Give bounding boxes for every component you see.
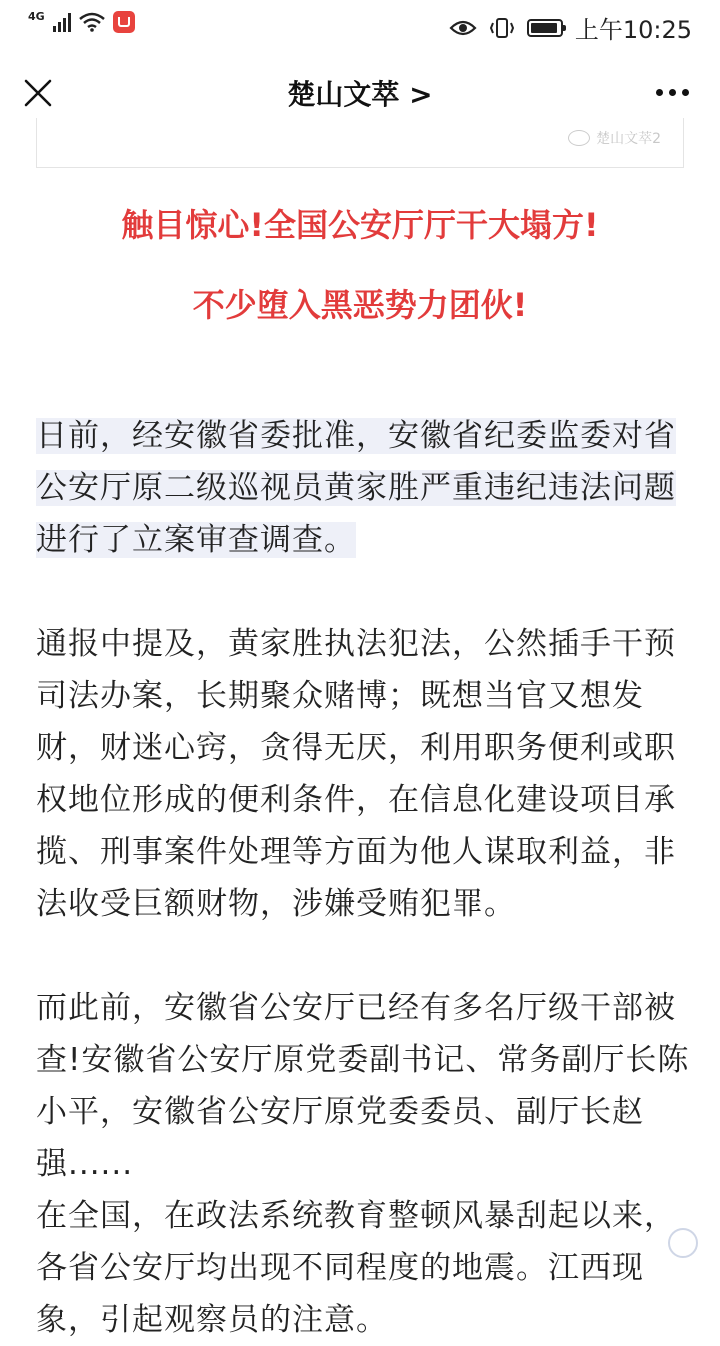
more-options-icon[interactable] [656, 89, 690, 99]
header-image [36, 118, 684, 168]
clock: 上午10:25 [574, 16, 692, 44]
article-headline-line1: 触目惊心!全国公安厅厅干大塌方! [121, 206, 599, 244]
paragraph: 通报中提及，黄家胜执法犯法，公然插手干预司法办案，长期聚众赌博；既想当官又想发财，财迷心窍，贪得无厌，利用职务便利或职权地位形成的便利条件，在信息化建设项目承揽、刑事案件处理等方面为他人谋取利益，非法收受巨额财物，涉嫌受贿犯罪。 [36, 626, 676, 922]
article-headline-line2: 不少堕入黑恶势力团伙! [192, 286, 528, 324]
wifi-icon [79, 12, 105, 32]
status-right [449, 10, 692, 45]
signal-icon [53, 12, 71, 32]
article-body [36, 410, 696, 1346]
image-watermark [568, 128, 661, 148]
vibrate-icon [489, 17, 515, 39]
paragraph: 而此前，安徽省公安厅已经有多名厅级干部被查!安徽省公安厅原党委副书记、常务副厅长陈小平，安徽省公安厅原党委委员、副厅长赵强...... [36, 990, 690, 1182]
image-watermark-text: 楚山文萃2 [596, 131, 661, 147]
highlighted-text: 日前，经安徽省委批准，安徽省纪委监委对省公安厅原二级巡视员黄家胜严重违纪违法问题进行了立案审查调查。 [36, 418, 676, 558]
eye-icon [449, 18, 477, 38]
paragraph [36, 410, 696, 566]
watermark-icon [668, 1228, 698, 1258]
site-watermark [668, 1228, 698, 1258]
battery-icon [527, 19, 563, 37]
paragraph: 在全国，在政法系统教育整顿风暴刮起以来，各省公安厅均出现不同程度的地震。江西现象，引起观察员的注意。 [36, 1198, 676, 1338]
status-bar [0, 0, 720, 50]
status-left [28, 11, 135, 33]
watermark-logo-icon [568, 130, 590, 146]
account-title[interactable]: 楚山文萃 > [287, 78, 433, 111]
notification-app-icon [113, 11, 135, 33]
network-type: 4G [28, 9, 45, 23]
